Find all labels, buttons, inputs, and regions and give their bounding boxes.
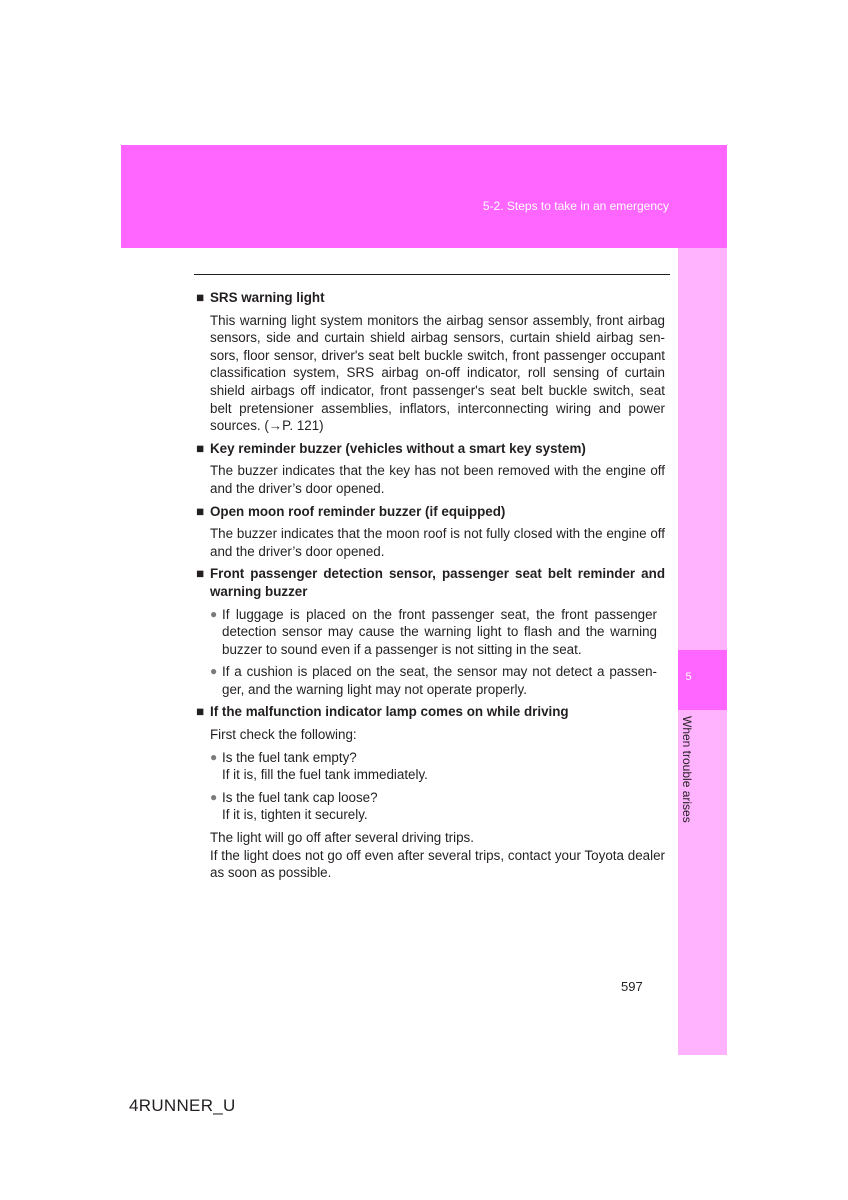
- section-heading: [196, 703, 665, 721]
- chapter-title: When trouble arises: [680, 716, 694, 823]
- section-body: This warning light system monitors the airbag sensor assembly, front airbag sensors, side and curtain shield airbag sensors, curtain shield airbag sen-sors, floor sensor, driver's seat belt buckle switch, front passenger occupant classification system, SRS airbag on-off indicator, roll sensing of curtain shield airbags off indicator, front passenger's seat belt buckle switch, seat belt pretensioner assemblies, inflators, interconnecting wiring and power sources. (→P. 121): [210, 312, 665, 434]
- list-item-text: If a cushion is placed on the seat, the sensor may not detect a passen-ger, and the warning light may not operate properly.: [222, 664, 657, 697]
- chapter-number: 5: [685, 671, 692, 683]
- list-item-text: If luggage is placed on the front passenger seat, the front passenger detection sensor may cause the warning light to flash and the warning buzzer to sound even if a passenger is not sitting in the seat.: [222, 606, 657, 657]
- section-heading-text: Key reminder buzzer (vehicles without a smart key system): [210, 440, 586, 456]
- circle-bullet-icon: ●: [210, 749, 218, 764]
- check-question: Is the fuel tank empty?: [222, 749, 357, 765]
- list-item: [210, 663, 665, 698]
- circle-bullet-icon: ●: [210, 606, 218, 621]
- section-heading: [196, 289, 665, 307]
- header-band: [121, 145, 727, 248]
- outro-line: The light will go off after several driving trips.: [210, 830, 474, 846]
- model-code: 4RUNNER_U: [129, 1096, 236, 1115]
- chapter-number-block: [678, 650, 727, 710]
- top-divider: [194, 274, 670, 275]
- square-bullet-icon: ■: [196, 704, 205, 720]
- section-heading-text: SRS warning light: [210, 290, 325, 305]
- square-bullet-icon: ■: [196, 566, 205, 582]
- list-item: [210, 749, 665, 784]
- circle-bullet-icon: ●: [210, 789, 218, 804]
- section-breadcrumb: 5-2. Steps to take in an emergency: [482, 199, 669, 213]
- section-intro: First check the following:: [210, 727, 357, 743]
- section-heading-text: Open moon roof reminder buzzer (if equipped): [210, 503, 506, 519]
- section-body: The buzzer indicates that the key has not been removed with the engine off and the driver’s door opened.: [210, 463, 665, 496]
- page-content: [196, 289, 665, 887]
- section-heading: [196, 440, 665, 458]
- list-item-text: [222, 789, 665, 824]
- section-body: The buzzer indicates that the moon roof is not fully closed with the engine off and the driver’s door opened.: [210, 526, 665, 559]
- section-heading-text: If the malfunction indicator lamp comes on while driving: [210, 704, 569, 720]
- list-item-text: [222, 749, 665, 784]
- square-bullet-icon: ■: [196, 290, 205, 305]
- section-heading-text: Front passenger detection sensor, passenger seat belt reminder and warning buzzer: [210, 566, 665, 599]
- check-question: Is the fuel tank cap loose?: [222, 789, 378, 805]
- list-item: [210, 606, 665, 659]
- check-answer: If it is, fill the fuel tank immediately.: [222, 767, 428, 783]
- list-item: [210, 789, 665, 824]
- section-outro: [210, 829, 665, 882]
- section-heading: [196, 565, 665, 600]
- outro-line: If the light does not go off even after several trips, contact your Toyota dealer as soon as possible.: [210, 847, 665, 881]
- check-answer: If it is, tighten it securely.: [222, 807, 368, 823]
- square-bullet-icon: ■: [196, 440, 205, 456]
- square-bullet-icon: ■: [196, 503, 205, 519]
- section-heading: [196, 503, 665, 521]
- page-number: 597: [621, 979, 643, 994]
- circle-bullet-icon: ●: [210, 664, 218, 679]
